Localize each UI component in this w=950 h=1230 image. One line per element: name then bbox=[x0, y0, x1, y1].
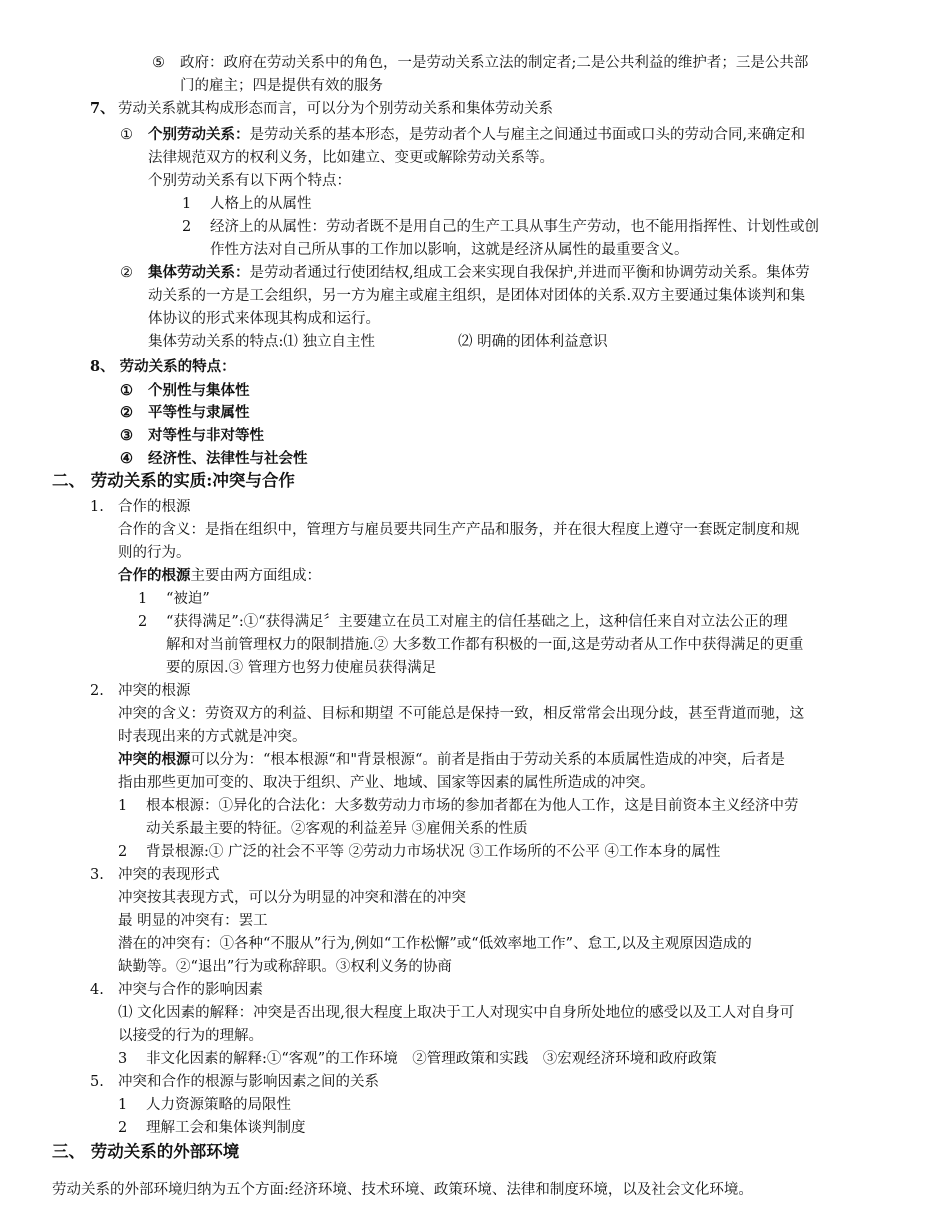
point-number: 1 bbox=[118, 1097, 128, 1113]
item-text: 劳动关系就其构成形态而言，可以分为个别劳动关系和集体劳动关系 bbox=[118, 101, 553, 117]
subsection-title: 冲突和合作的根源与影响因素之间的关系 bbox=[118, 1074, 379, 1090]
item-number: 3. bbox=[90, 867, 104, 883]
paragraph-line: 法律规范双方的权利义务，比如建立、变更或解除劳动关系等。 bbox=[148, 150, 554, 166]
paragraph-line bbox=[118, 565, 321, 587]
paragraph-line bbox=[118, 749, 785, 771]
list-text: 个别性与集体性 bbox=[148, 382, 250, 399]
point-text: 要的原因.③ 管理方也努力使雇员获得满足 bbox=[166, 660, 437, 676]
paragraph-line: 政府：政府在劳动关系中的角色，一是劳动关系立法的制定者;二是公共利益的维护者；三是公共部 bbox=[180, 55, 809, 71]
features-text: ⑵ 明确的团体利益意识 bbox=[458, 334, 608, 350]
list-marker: ① bbox=[120, 382, 133, 399]
list-item bbox=[120, 448, 308, 470]
term-text: 是劳动者通过行使团结权,组成工会来实现自我保护,并进而平衡和协调劳动关系。集体劳 bbox=[249, 265, 810, 281]
list-text: 对等性与非对等性 bbox=[148, 427, 264, 444]
paragraph-line: 潜在的冲突有：①各种“不服从”行为,例如“工作松懈”或“低效率地工作”、怠工,以及主观原因造成的 bbox=[118, 936, 752, 952]
section-heading: 二、 劳动关系的实质:冲突与合作 bbox=[52, 471, 295, 490]
point-text: 人力资源策略的局限性 bbox=[146, 1097, 291, 1113]
point-number: 2 bbox=[118, 844, 128, 860]
point-text: “被迫” bbox=[166, 591, 210, 607]
list-marker: ② bbox=[120, 404, 133, 421]
list-marker: ④ bbox=[120, 450, 133, 467]
list-item bbox=[120, 402, 250, 424]
list-marker: ③ bbox=[120, 427, 133, 444]
point-text: 根本根源：①异化的合法化：大多数劳动力市场的参加者都在为他人工作，这是目前资本主义经济中劳 bbox=[146, 798, 799, 814]
list-item bbox=[120, 425, 264, 447]
item-number: 5. bbox=[90, 1074, 104, 1090]
paragraph-line bbox=[148, 124, 805, 146]
term-label: 个别劳动关系： bbox=[148, 126, 250, 143]
paragraph-line: 时表现出来的方式就是冲突。 bbox=[118, 729, 307, 745]
list-marker: ① bbox=[120, 127, 133, 143]
point-text: 人格上的从属性 bbox=[210, 196, 312, 212]
point-text: 作性方法对自己所从事的工作加以影响，这就是经济从属性的最重要含义。 bbox=[210, 242, 689, 258]
point-number: 2 bbox=[118, 1120, 128, 1136]
paragraph-line: 体协议的形式来体现其构成和运行。 bbox=[148, 311, 380, 327]
paragraph-line: 动关系的一方是工会组织，另一方为雇主或雇主组织，是团体对团体的关系.双方主要通过集体谈判和集 bbox=[148, 288, 806, 304]
point-text: 理解工会和集体谈判制度 bbox=[146, 1120, 306, 1136]
subsection-title: 冲突的根源 bbox=[118, 683, 191, 699]
point-text: 解和对当前管理权力的限制措施.② 大多数工作都有积极的一面,这是劳动者从工作中获得满足的更重 bbox=[166, 637, 804, 653]
paragraph-line: 冲突按其表现方式，可以分为明显的冲突和潜在的冲突 bbox=[118, 890, 466, 906]
list-marker: ② bbox=[120, 265, 133, 281]
item-number: 2. bbox=[90, 683, 104, 699]
item-title: 8、 劳动关系的特点： bbox=[90, 358, 236, 375]
term-text: 主要由两方面组成： bbox=[190, 568, 321, 584]
point-number: 1 bbox=[118, 798, 128, 814]
paragraph-line: 合作的含义：是指在组织中，管理方与雇员要共同生产产品和服务，并在很大程度上遵守一套既定制度和规 bbox=[118, 522, 800, 538]
paragraph-line: 冲突的含义：劳资双方的利益、目标和期望 不可能总是保持一致，相反常常会出现分歧，甚至背道而驰，这 bbox=[118, 706, 805, 722]
point-number: 2 bbox=[138, 614, 148, 630]
features-text: 集体劳动关系的特点:⑴ 独立自主性 bbox=[148, 334, 375, 350]
point-number: 1 bbox=[138, 591, 148, 607]
point-text: “获得满足”:①“获得满足〞主要建立在员工对雇主的信任基础之上，这种信任来自对立法公正的理 bbox=[166, 614, 788, 630]
subsection-title: 合作的根源 bbox=[118, 499, 191, 515]
paragraph-line: 缺勤等。②“退出”行为或称辞职。③权利义务的协商 bbox=[118, 959, 452, 975]
item-number: 4. bbox=[90, 982, 104, 998]
subsection-title: 冲突的表现形式 bbox=[118, 867, 220, 883]
section-heading: 三、 劳动关系的外部环境 bbox=[52, 1142, 240, 1161]
point-text: 非文化因素的解释:①“客观”的工作环境 ②管理政策和实践 ③宏观经济环境和政府政策 bbox=[146, 1051, 717, 1067]
item-number: 1. bbox=[90, 499, 104, 515]
paragraph-line: 门的雇主；四是提供有效的服务 bbox=[180, 78, 383, 94]
paragraph-line bbox=[148, 262, 810, 284]
term-text: 是劳动关系的基本形态，是劳动者个人与雇主之间通过书面或口头的劳动合同,来确定和 bbox=[249, 127, 806, 143]
term-label: 冲突的根源 bbox=[118, 751, 191, 768]
point-number: 1 bbox=[182, 196, 192, 212]
point-text: 背景根源:① 广泛的社会不平等 ②劳动力市场状况 ③工作场所的不公平 ④工作本身的属性 bbox=[146, 844, 721, 860]
paragraph-line: 以接受的行为的理解。 bbox=[118, 1028, 263, 1044]
point-text: 经济上的从属性：劳动者既不是用自己的生产工具从事生产劳动，也不能用指挥性、计划性或创 bbox=[210, 219, 819, 235]
list-text: 经济性、法律性与社会性 bbox=[148, 450, 308, 467]
point-number: 3 bbox=[118, 1051, 128, 1067]
paragraph-line: 最 明显的冲突有：罢工 bbox=[118, 913, 268, 929]
term-label: 集体劳动关系： bbox=[148, 264, 250, 281]
list-item bbox=[120, 380, 250, 402]
term-text: 可以分为：“根本根源“和"背景根源“。前者是指由于劳动关系的本质属性造成的冲突，后者是 bbox=[190, 752, 785, 768]
item-number: 7、 bbox=[90, 100, 115, 117]
term-label: 合作的根源 bbox=[118, 567, 191, 584]
point-number: 2 bbox=[182, 219, 192, 235]
paragraph-line: 指由那些更加可变的、取决于组织、产业、地域、国家等因素的属性所造成的冲突。 bbox=[118, 775, 655, 791]
point-text: 动关系最主要的特征。②客观的利益差异 ③雇佣关系的性质 bbox=[146, 821, 528, 837]
subsection-title: 冲突与合作的影响因素 bbox=[118, 982, 263, 998]
paragraph-line: 则的行为。 bbox=[118, 545, 191, 561]
paragraph-line: ⑴ 文化因素的解释：冲突是否出现,很大程度上取决于工人对现实中自身所处地位的感受以及工人对自身可 bbox=[118, 1005, 795, 1021]
list-text: 平等性与隶属性 bbox=[148, 404, 250, 421]
paragraph-line: 个别劳动关系有以下两个特点： bbox=[148, 173, 351, 189]
list-marker: ⑤ bbox=[152, 55, 165, 71]
paragraph-line: 劳动关系的外部环境归纳为五个方面:经济环境、技术环境、政策环境、法律和制度环境，以及社会文化环境。 bbox=[52, 1182, 753, 1198]
